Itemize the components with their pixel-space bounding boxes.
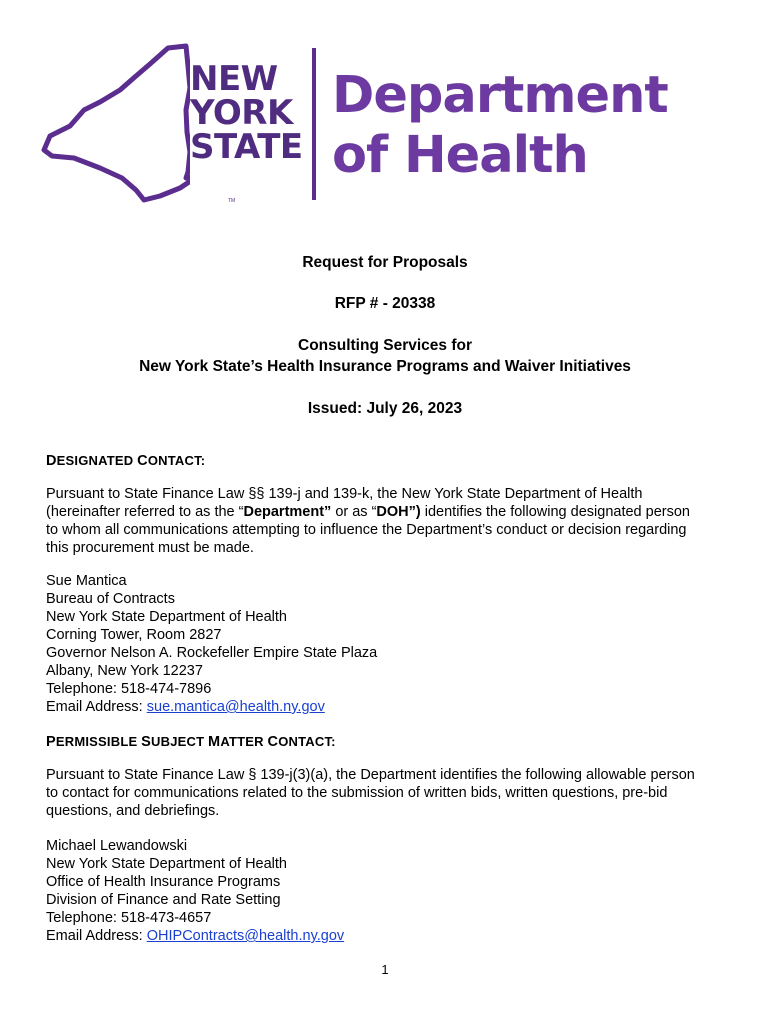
- permissible-contact-heading: PERMISSIBLE SUBJECT MATTER CONTACT:: [46, 734, 336, 750]
- title-line-2: New York State’s Health Insurance Programs and Waiver Initiatives: [139, 358, 631, 375]
- logo-divider: [312, 48, 316, 200]
- logo-york-text: YORK: [190, 93, 293, 133]
- rfp-number: RFP # - 20338: [334, 295, 436, 312]
- logo-state-text: STATE: [190, 127, 303, 167]
- contact-name: Michael Lewandowski: [46, 838, 188, 854]
- logo-of-health-text: of Health: [332, 126, 588, 185]
- designated-email-link[interactable]: sue.mantica@health.ny.gov: [146, 699, 325, 715]
- contact-name: Sue Mantica: [46, 573, 127, 589]
- logo-department-text: Department: [332, 66, 668, 125]
- issued-date: Issued: July 26, 2023: [307, 400, 463, 417]
- title-line-1: Consulting Services for: [298, 337, 472, 354]
- logo-new-text: NEW: [190, 59, 278, 99]
- contact-phone: Telephone: 518-473-4657: [46, 910, 212, 926]
- permissible-contact-address: Michael Lewandowski New York State Department of Health Office of Health Insurance Programs Division of Finance and Rate Setting Telephone: 518-473-4657 Email Address: OHIPContracts@health.ny.gov: [46, 837, 736, 945]
- page-number: 1: [381, 962, 389, 977]
- logo-trademark: TM: [228, 198, 236, 204]
- designated-contact-paragraph: Pursuant to State Finance Law §§ 139-j and 139-k, the New York State Department of Health (hereinafter referred to as the “Department” or as “DOH”) identifies the following designated person to whom all communications attempting to influence the Department’s conduct or decision regarding this procurement must be made.: [46, 486, 690, 556]
- contact-phone: Telephone: 518-474-7896: [46, 681, 212, 697]
- permissible-email-link[interactable]: OHIPContracts@health.ny.gov: [146, 928, 345, 944]
- new-york-state-outline-icon: [40, 40, 190, 205]
- designated-contact-address: Sue Mantica Bureau of Contracts New York State Department of Health Corning Tower, Room 2827 Governor Nelson A. Rockefeller Empire State Plaza Albany, New York 12237 Telephone: 518-474-7896 Email Address: sue.mantica@health.ny.gov: [46, 572, 736, 716]
- nys-doh-logo: [40, 40, 668, 205]
- designated-contact-heading: DESIGNATED CONTACT:: [46, 453, 206, 469]
- permissible-contact-paragraph: Pursuant to State Finance Law § 139-j(3)(a), the Department identifies the following allowable person to contact for communications related to the submission of written bids, written questions, pre-bid questions, and debriefings.: [46, 767, 695, 819]
- document-type: Request for Proposals: [302, 254, 468, 271]
